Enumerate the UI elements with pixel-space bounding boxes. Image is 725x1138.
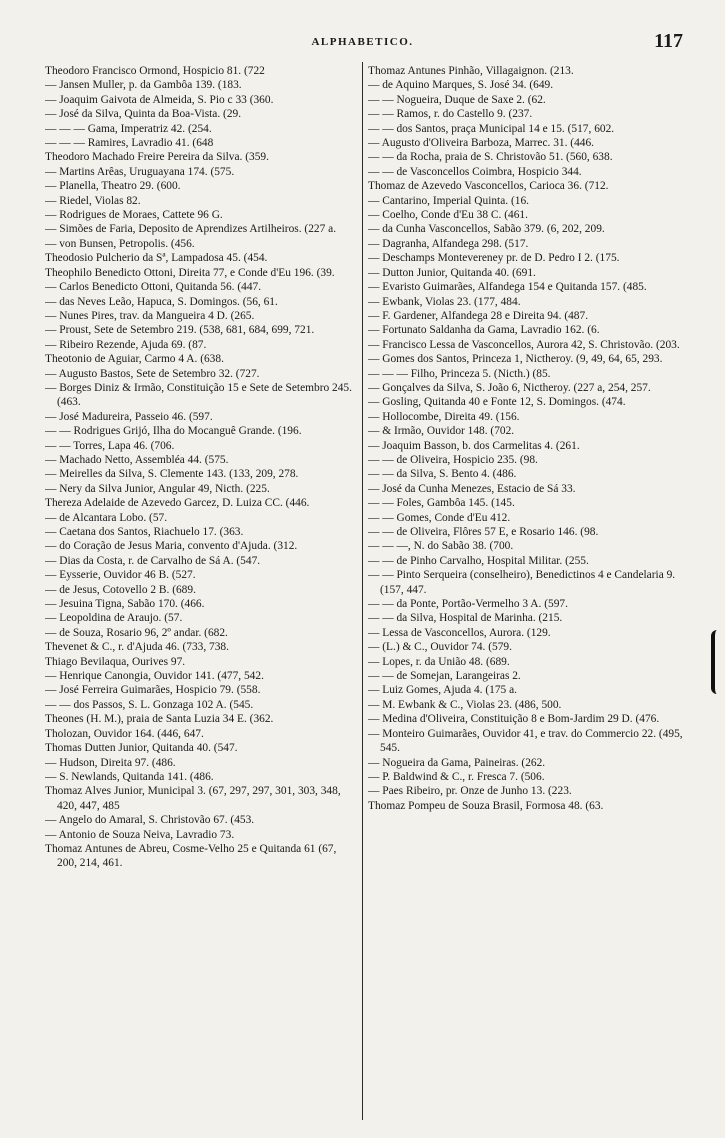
- directory-entry: — Dias da Costa, r. de Carvalho de Sá A. (547.: [45, 554, 261, 567]
- directory-entry: — Ewbank, Violas 23. (177, 484.: [368, 295, 521, 308]
- directory-entry: — P. Baldwind & C., r. Fresca 7. (506.: [368, 770, 545, 783]
- directory-entry: — — dos Santos, praça Municipal 14 e 15. (517, 602.: [368, 122, 615, 135]
- directory-entry: — Augusto d'Oliveira Barboza, Marrec. 31. (446.: [368, 137, 595, 150]
- right-column: [368, 64, 686, 1120]
- directory-entry: — & Irmão, Ouvidor 148. (702.: [368, 425, 515, 438]
- directory-entry: — de Jesus, Cotovello 2 B. (689.: [45, 583, 196, 596]
- directory-entry: — Eysserie, Ouvidor 46 B. (527.: [45, 569, 196, 582]
- directory-entry: Theones (H. M.), praia de Santa Luzia 34 E. (362.: [45, 713, 274, 726]
- directory-entry: — — de Oliveira, Hospicio 235. (98.: [368, 453, 538, 466]
- directory-entry: — — da Silva, S. Bento 4. (486.: [368, 468, 517, 481]
- directory-entry: — Dutton Junior, Quitanda 40. (691.: [368, 266, 536, 279]
- directory-entry: Theodoro Machado Freire Pereira da Silva. (359.: [45, 151, 269, 164]
- directory-entry: — José da Silva, Quinta da Boa-Vista. (29.: [45, 108, 242, 121]
- directory-entry: — José Ferreira Guimarães, Hospicio 79. (558.: [45, 684, 261, 697]
- directory-entry: — Luiz Gomes, Ajuda 4. (175 a.: [368, 684, 518, 697]
- directory-entry: — Henrique Canongia, Ouvidor 141. (477, 542.: [45, 670, 264, 683]
- directory-entry: — M. Ewbank & C., Violas 23. (486, 500.: [368, 698, 562, 711]
- directory-entry: — Antonio de Souza Neiva, Lavradio 73.: [45, 828, 235, 841]
- directory-entry: — — de Vasconcellos Coimbra, Hospicio 344.: [368, 165, 582, 178]
- directory-entry: Thomaz Antunes Pinhão, Villagaignon. (213.: [368, 65, 574, 77]
- directory-entry: — José da Cunha Menezes, Estacio de Sá 33.: [368, 482, 576, 495]
- directory-entry: — von Bunsen, Petropolis. (456.: [45, 237, 195, 250]
- directory-entry: — Joaquim Basson, b. dos Carmelitas 4. (261.: [368, 439, 580, 452]
- directory-entry: — José Madureira, Passeio 46. (597.: [45, 410, 213, 423]
- directory-entry: — — Rodrigues Grijó, Ilha do Mocanguê Grande. (196.: [45, 425, 302, 438]
- directory-entry: — Cantarino, Imperial Quinta. (16.: [368, 194, 530, 207]
- directory-entry: Theodosio Pulcherio da Sª, Lampadosa 45. (454.: [45, 252, 268, 265]
- directory-entry: Thomaz Alves Junior, Municipal 3. (67, 297, 297, 301, 303, 348, 420, 447, 485: [45, 785, 341, 812]
- directory-entry: Tholozan, Ouvidor 164. (446, 647.: [45, 727, 204, 740]
- left-column: [45, 64, 357, 1120]
- directory-entry: — Caetana dos Santos, Riachuelo 17. (363.: [45, 526, 244, 538]
- directory-entry: — Martins Arêas, Uruguayana 174. (575.: [45, 165, 235, 178]
- directory-entry: — — de Oliveira, Flôres 57 E, e Rosario 146. (98.: [368, 526, 599, 538]
- directory-entry: — Deschamps Montevereney pr. de D. Pedro I 2. (175.: [368, 252, 620, 265]
- running-title: ALPHABETICO.: [311, 36, 414, 48]
- directory-entry: — do Coração de Jesus Maria, convento d'Ajuda. (312.: [45, 540, 298, 553]
- directory-entry: — Hollocombe, Direita 49. (156.: [368, 410, 520, 423]
- directory-entry: — Evaristo Guimarães, Alfandega 154 e Quitanda 157. (485.: [368, 281, 647, 294]
- directory-entry: — Gonçalves da Silva, S. João 6, Nictheroy. (227 a, 254, 257.: [368, 381, 651, 394]
- directory-entry: — Hudson, Direita 97. (486.: [45, 756, 176, 769]
- directory-entry: — de Souza, Rosario 96, 2º andar. (682.: [45, 626, 228, 639]
- directory-entry: Theotonio de Aguiar, Carmo 4 A. (638.: [45, 353, 224, 366]
- directory-entry: — Meirelles da Silva, S. Clemente 143. (133, 209, 278.: [45, 468, 299, 481]
- directory-entry: — Simões de Faria, Deposito de Aprendizes Artilheiros. (227 a.: [45, 223, 337, 236]
- directory-entry: — — da Ponte, Portão-Vermelho 3 A. (597.: [368, 598, 568, 611]
- directory-entry: — de Alcantara Lobo. (57.: [45, 511, 168, 524]
- page-header: [0, 30, 725, 56]
- column-divider: [362, 62, 363, 1120]
- directory-entry: — Riedel, Violas 82.: [45, 194, 141, 207]
- page-number: 117: [654, 30, 683, 52]
- directory-entry: Thereza Adelaide de Azevedo Garcez, D. Luiza CC. (446.: [45, 497, 310, 510]
- directory-entry: — Nogueira da Gama, Paineiras. (262.: [368, 756, 546, 769]
- directory-entry: — — Foles, Gambôa 145. (145.: [368, 497, 515, 510]
- directory-entry: — Jesuina Tigna, Sabão 170. (466.: [45, 598, 205, 611]
- directory-entry: — — Pinto Serqueira (conselheiro), Benedictinos 4 e Candelaria 9. (157, 447.: [368, 569, 676, 596]
- directory-entry: — Angelo do Amaral, S. Christovão 67. (453.: [45, 814, 255, 827]
- directory-entry: — — Torres, Lapa 46. (706.: [45, 439, 175, 452]
- directory-entry: — (L.) & C., Ouvidor 74. (579.: [368, 641, 512, 654]
- directory-entry: — Lopes, r. da União 48. (689.: [368, 655, 510, 668]
- directory-entry: — — de Pinho Carvalho, Hospital Militar. (255.: [368, 554, 589, 567]
- directory-entry: Theodoro Francisco Ormond, Hospicio 81. (722: [45, 65, 265, 77]
- directory-entry: Theophilo Benedicto Ottoni, Direita 77, e Conde d'Eu 196. (39.: [45, 266, 335, 279]
- directory-entry: — Fortunato Saldanha da Gama, Lavradio 162. (6.: [368, 324, 600, 337]
- directory-entry: — — da Rocha, praia de S. Christovão 51. (560, 638.: [368, 151, 613, 164]
- directory-entry: — — Nogueira, Duque de Saxe 2. (62.: [368, 93, 546, 106]
- directory-entry: — Leopoldina de Araujo. (57.: [45, 612, 183, 625]
- directory-entry: — Planella, Theatro 29. (600.: [45, 180, 181, 193]
- directory-entry: — F. Gardener, Alfandega 28 e Direita 94. (487.: [368, 309, 589, 322]
- directory-entry: Thiago Bevilaqua, Ourives 97.: [45, 655, 186, 668]
- directory-entry: Thevenet & C., r. d'Ajuda 46. (733, 738.: [45, 641, 229, 654]
- directory-entry: Thomas Dutten Junior, Quitanda 40. (547.: [45, 742, 238, 755]
- directory-entry: — Machado Netto, Assembléa 44. (575.: [45, 453, 229, 466]
- directory-entry: — Lessa de Vasconcellos, Aurora. (129.: [368, 626, 551, 639]
- directory-entry: — Paes Ribeiro, pr. Onze de Junho 13. (223.: [368, 785, 572, 798]
- directory-entry: — de Aquino Marques, S. José 34. (649.: [368, 79, 554, 92]
- directory-entry: — — Gomes, Conde d'Eu 412.: [368, 511, 511, 524]
- directory-entry: — Francisco Lessa de Vasconcellos, Aurora 42, S. Christovão. (203.: [368, 338, 680, 351]
- directory-entry: — — —, N. do Sabão 38. (700.: [368, 540, 514, 553]
- directory-entry: — Coelho, Conde d'Eu 38 C. (461.: [368, 209, 528, 222]
- directory-entry: — Nery da Silva Junior, Angular 49, Nicth. (225.: [45, 482, 270, 495]
- directory-entry: — — dos Passos, S. L. Gonzaga 102 A. (545.: [45, 698, 254, 711]
- directory-entry: Thomaz Antunes de Abreu, Cosme-Velho 25 e Quitanda 61 (67, 200, 214, 461.: [45, 842, 337, 870]
- directory-entry: — — Ramos, r. do Castello 9. (237.: [368, 108, 533, 121]
- directory-entry: Thomaz Pompeu de Souza Brasil, Formosa 48. (63.: [368, 799, 604, 812]
- directory-entry: Thomaz de Azevedo Vasconcellos, Carioca 36. (712.: [368, 180, 609, 193]
- directory-entry: — Dagranha, Alfandega 298. (517.: [368, 237, 529, 250]
- directory-entry: — — — Filho, Princeza 5. (Nicth.) (85.: [368, 367, 551, 380]
- directory-entry: — — de Somejan, Larangeiras 2.: [368, 670, 521, 683]
- directory-entry: — Monteiro Guimarães, Ouvidor 41, e trav. do Commercio 22. (495, 545.: [368, 727, 683, 755]
- directory-entry: — Carlos Benedicto Ottoni, Quitanda 56. (447.: [45, 281, 262, 294]
- directory-entry: — Medina d'Oliveira, Constituição 8 e Bom-Jardim 29 D. (476.: [368, 713, 660, 726]
- margin-bracket-mark: [711, 630, 725, 694]
- directory-entry: — Joaquim Gaivota de Almeida, S. Pio c 33 (360.: [45, 93, 274, 106]
- directory-entry: — — — Ramires, Lavradio 41. (648: [45, 137, 214, 150]
- directory-entry: — Rodrigues de Moraes, Cattete 96 G.: [45, 209, 223, 222]
- directory-entry: — — — Gama, Imperatriz 42. (254.: [45, 122, 212, 135]
- directory-entry: — Augusto Bastos, Sete de Setembro 32. (727.: [45, 367, 260, 380]
- directory-entry: — das Neves Leão, Hapuca, S. Domingos. (56, 61.: [45, 295, 278, 308]
- directory-entry: — S. Newlands, Quitanda 141. (486.: [45, 770, 214, 783]
- directory-entry: — Gosling, Quitanda 40 e Fonte 12, S. Domingos. (474.: [368, 396, 626, 409]
- directory-entry: — Gomes dos Santos, Princeza 1, Nictheroy. (9, 49, 64, 65, 293.: [368, 353, 663, 366]
- directory-entry: — Jansen Muller, p. da Gambôa 139. (183.: [45, 79, 242, 92]
- directory-entry: — Ribeiro Rezende, Ajuda 69. (87.: [45, 338, 207, 351]
- directory-entry: — da Cunha Vasconcellos, Sabão 379. (6, 202, 209.: [368, 223, 605, 236]
- directory-entry: — — da Silva, Hospital de Marinha. (215.: [368, 612, 563, 625]
- directory-entry: — Proust, Sete de Setembro 219. (538, 681, 684, 699, 721.: [45, 324, 315, 337]
- directory-entry: — Nunes Pires, trav. da Mangueira 4 D. (265.: [45, 309, 255, 322]
- directory-entry: — Borges Diniz & Irmão, Constituição 15 e Sete de Setembro 245. (463.: [45, 381, 352, 409]
